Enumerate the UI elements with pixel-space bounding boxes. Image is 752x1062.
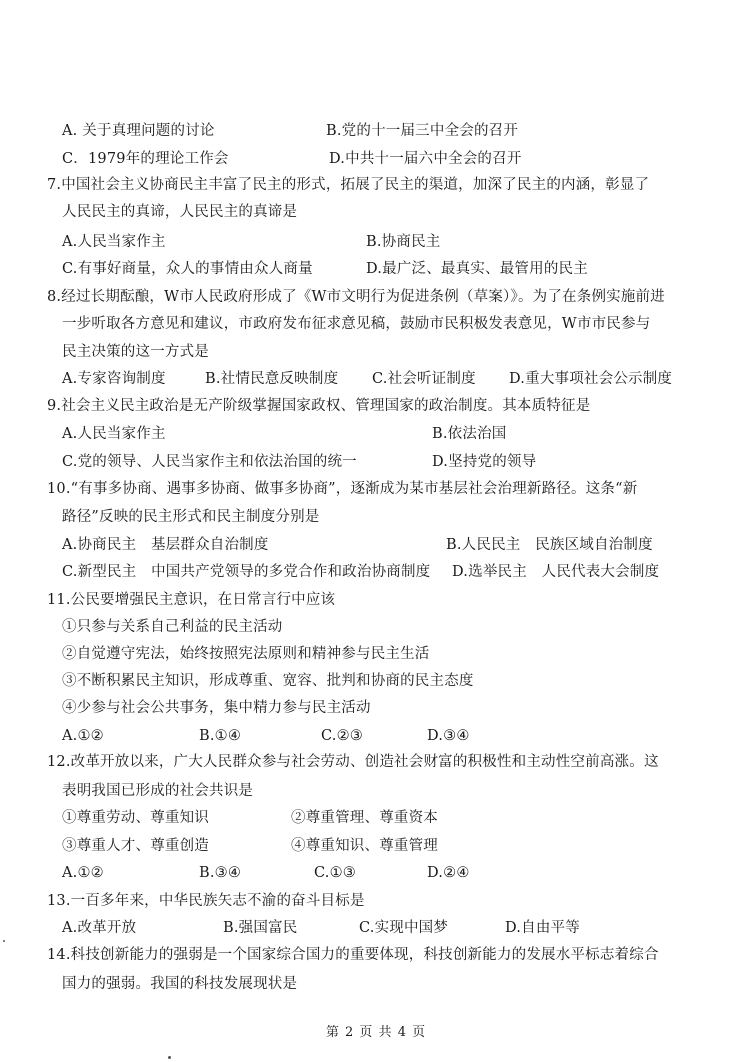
q12-item-4: ④尊重知识、尊重管理	[291, 838, 438, 854]
q8-option-a: A.专家咨询制度	[62, 371, 166, 387]
q12-stem-line2: 表明我国已形成的社会共识是	[62, 783, 254, 799]
q8-stem-line3: 民主决策的这一方式是	[62, 344, 209, 360]
scan-speck	[3, 940, 5, 942]
q11-option-c: C.②③	[321, 728, 363, 744]
q11-option-d: D.③④	[427, 728, 470, 744]
q8-option-d: D.重大事项社会公示制度	[509, 371, 673, 387]
q7-stem-line2: 人民民主的真谛，人民民主的真谛是	[62, 204, 298, 220]
q12-option-c: C.①③	[314, 865, 356, 881]
q13-option-a: A.改革开放	[62, 920, 137, 936]
q6-option-b: B.党的十一届三中全会的召开	[326, 123, 519, 139]
q11-stem-line1: 11.公民要增强民主意识，在日常言行中应该	[47, 592, 336, 608]
q6-option-a: A. 关于真理问题的讨论	[62, 123, 215, 139]
q12-stem-line1: 12.改革开放以来，广大人民群众参与社会劳动、创造社会财富的积极性和主动性空前高涨。这	[47, 754, 659, 770]
q13-stem-line1: 13.一百多年来，中华民族矢志不渝的奋斗目标是	[47, 893, 365, 909]
q10-option-c: C.新型民主 中国共产党领导的多党合作和政治协商制度	[62, 564, 431, 580]
q11-item-4: ④少参与社会公共事务，集中精力参与民主活动	[62, 700, 371, 716]
q11-option-a: A.①②	[62, 728, 104, 744]
q8-option-c: C.社会听证制度	[372, 371, 476, 387]
q7-option-a: A.人民当家作主	[62, 234, 166, 250]
q10-option-a: A.协商民主 基层群众自治制度	[62, 537, 269, 553]
q7-option-c: C.有事好商量，众人的事情由众人商量	[62, 261, 313, 277]
q12-option-b: B.③④	[199, 865, 242, 881]
q13-option-b: B.强国富民	[223, 920, 298, 936]
q9-option-a: A.人民当家作主	[62, 426, 166, 442]
page-footer: 第 2 页 共 4 页	[325, 1025, 427, 1040]
q11-item-2: ②自觉遵守宪法，始终按照宪法原则和精神参与民主生活	[62, 646, 430, 662]
q13-option-d: D.自由平等	[505, 920, 580, 936]
q12-option-a: A.①②	[62, 865, 104, 881]
q11-option-b: B.①④	[199, 728, 242, 744]
q8-stem-line2: 一步听取各方意见和建议，市政府发布征求意见稿，鼓励市民积极发表意见，W市市民参与	[62, 316, 651, 332]
q12-item-2: ②尊重管理、尊重资本	[291, 810, 438, 826]
q11-item-1: ①只参与关系自己利益的民主活动	[62, 619, 283, 635]
q10-option-d: D.选举民主 人民代表大会制度	[452, 564, 660, 580]
q13-option-c: C.实现中国梦	[359, 920, 449, 936]
q9-option-b: B.依法治国	[432, 426, 507, 442]
q6-option-c: C．1979年的理论工作会	[62, 151, 229, 167]
q12-item-3: ③尊重人才、尊重创造	[62, 838, 209, 854]
q9-stem-line1: 9.社会主义民主政治是无产阶级掌握国家政权、管理国家的政治制度。其本质特征是	[47, 398, 591, 414]
q8-option-b: B.社情民意反映制度	[205, 371, 339, 387]
q9-option-c: C.党的领导、人民当家作主和依法治国的统一	[62, 454, 357, 470]
q9-option-d: D.坚持党的领导	[432, 454, 537, 470]
q6-option-d: D.中共十一届六中全会的召开	[329, 151, 522, 167]
q14-stem-line2: 国力的强弱。我国的科技发展现状是	[62, 976, 298, 992]
q10-option-b: B.人民民主 民族区域自治制度	[446, 537, 653, 553]
q12-item-1: ①尊重劳动、尊重知识	[62, 810, 209, 826]
scan-speck	[168, 1056, 171, 1059]
q14-stem-line1: 14.科技创新能力的强弱是一个国家综合国力的重要体现，科技创新能力的发展水平标志着综合	[47, 947, 659, 963]
q7-option-b: B.协商民主	[366, 234, 441, 250]
q8-stem-line1: 8.经过长期酝酿，W市人民政府形成了《W市文明行为促进条例（草案）》。为了在条例实施前进	[47, 289, 665, 305]
q7-option-d: D.最广泛、最真实、最管用的民主	[366, 261, 588, 277]
q10-stem-line1: 10.“有事多协商、遇事多协商、做事多协商”，逐渐成为某市基层社会治理新路径。这条“新	[47, 481, 638, 497]
q7-stem-line1: 7.中国社会主义协商民主丰富了民主的形式，拓展了民主的渠道，加深了民主的内涵，彰显了	[47, 177, 650, 193]
q10-stem-line2: 路径”反映的民主形式和民主制度分别是	[62, 509, 320, 525]
q11-item-3: ③不断积累民主知识，形成尊重、宽容、批判和协商的民主态度	[62, 673, 474, 689]
q12-option-d: D.②④	[427, 865, 470, 881]
